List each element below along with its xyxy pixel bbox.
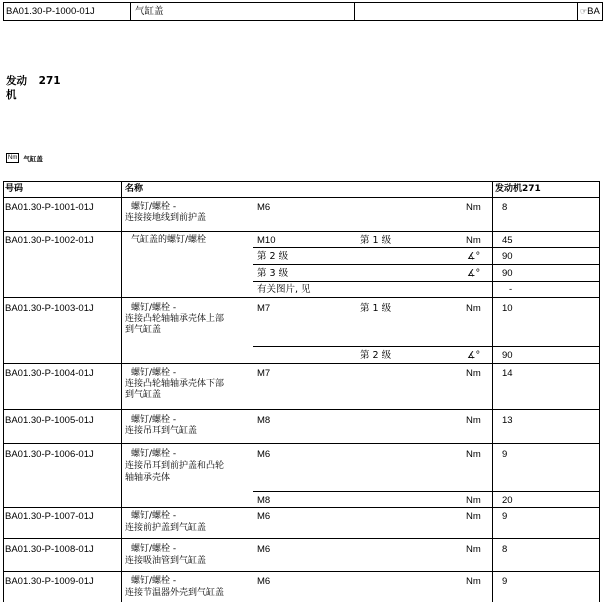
row-code: BA01.30-P-1003-01J	[5, 303, 94, 314]
header-divider	[130, 3, 131, 20]
row-name: 螺钉/螺栓 -	[131, 449, 177, 459]
row-unit: Nm	[466, 202, 481, 213]
row-stage: 第 1 级	[360, 303, 392, 314]
row-stage: 第 2 级	[360, 350, 392, 361]
row-name: 螺钉/螺栓 -	[131, 576, 177, 586]
row-value: 20	[502, 495, 513, 506]
row-value: 9	[502, 449, 508, 460]
row-name-detail: 连接吊耳到气缸盖	[125, 426, 198, 436]
row-name-detail: 连接节温器外壳到气缸盖	[125, 588, 225, 598]
row-thread: M6	[257, 511, 271, 522]
header-link[interactable]	[580, 3, 600, 20]
col-header-code: 号码	[5, 184, 24, 194]
row-name: 螺钉/螺栓 -	[131, 368, 177, 378]
row-thread: M8	[257, 495, 271, 506]
section-title	[6, 153, 43, 163]
row-name: 螺钉/螺栓 -	[131, 415, 177, 425]
row-sub-stage: 第 2 级	[257, 251, 289, 262]
row-unit: Nm	[466, 544, 481, 555]
row-thread: M6	[257, 449, 271, 460]
row-name-detail: 连接凸轮轴轴承壳体下部	[125, 379, 225, 389]
doc-code: BA01.30-P-1000-01J	[6, 6, 95, 17]
angle-icon: ∡°	[467, 268, 481, 279]
row-value: 90	[502, 251, 513, 262]
row-name-detail: 连接凸轮轴轴承壳体上部	[125, 314, 225, 324]
row-value: 9	[502, 576, 508, 587]
row-thread: M8	[257, 415, 271, 426]
angle-icon: ∡°	[467, 350, 481, 361]
col-header-engine: 发动机271	[495, 184, 541, 194]
row-name: 螺钉/螺栓 -	[131, 303, 177, 313]
row-code: BA01.30-P-1008-01J	[5, 544, 94, 555]
doc-title: 气缸盖	[135, 6, 164, 17]
row-thread: M7	[257, 303, 271, 314]
row-name: 螺钉/螺栓 -	[131, 202, 177, 212]
row-code: BA01.30-P-1007-01J	[5, 511, 94, 522]
row-unit: Nm	[466, 511, 481, 522]
row-thread: M7	[257, 368, 271, 379]
row-name-detail: 到气缸盖	[125, 325, 162, 335]
document-header	[3, 2, 603, 21]
row-stage: 第 1 级	[360, 235, 392, 246]
engine-heading	[6, 73, 61, 88]
row-unit: Nm	[466, 368, 481, 379]
row-value: 8	[502, 544, 508, 555]
row-value: 45	[502, 235, 513, 246]
header-divider	[354, 3, 355, 20]
row-unit: Nm	[466, 303, 481, 314]
row-name: 气缸盖的螺钉/螺栓	[131, 235, 207, 245]
row-value: 90	[502, 268, 513, 279]
row-unit: Nm	[466, 449, 481, 460]
row-name-detail: 到气缸盖	[125, 390, 162, 400]
row-thread: M10	[257, 235, 276, 246]
row-name-detail: 连接前护盖到气缸盖	[125, 523, 207, 533]
row-unit: Nm	[466, 415, 481, 426]
row-value: 9	[502, 511, 508, 522]
row-value: 90	[502, 350, 513, 361]
row-thread: M6	[257, 576, 271, 587]
row-value: 14	[502, 368, 513, 379]
row-code: BA01.30-P-1002-01J	[5, 235, 94, 246]
row-name-detail: 连接吸油管到气缸盖	[125, 556, 207, 566]
row-thread: M6	[257, 202, 271, 213]
row-code: BA01.30-P-1009-01J	[5, 576, 94, 587]
engine-heading-line1: 发动	[6, 75, 27, 87]
row-code: BA01.30-P-1006-01J	[5, 449, 94, 460]
row-code: BA01.30-P-1001-01J	[5, 202, 94, 213]
row-name-detail: 连接接地线到前护盖	[125, 213, 207, 223]
col-header-name: 名称	[125, 184, 144, 194]
row-sub-stage: 第 3 级	[257, 268, 289, 279]
row-code: BA01.30-P-1004-01J	[5, 368, 94, 379]
row-value: 8	[502, 202, 508, 213]
angle-icon: ∡°	[467, 251, 481, 262]
row-unit: Nm	[466, 235, 481, 246]
engine-heading-line2: 机	[6, 89, 17, 101]
engine-number: 271	[38, 75, 61, 87]
pointing-hand-icon: ☞	[580, 7, 588, 16]
image-reference-link[interactable]: 有关图片, 见	[257, 284, 311, 295]
row-code: BA01.30-P-1005-01J	[5, 415, 94, 426]
header-divider	[577, 3, 578, 20]
row-value: -	[509, 284, 513, 295]
header-link-label: BA	[587, 6, 600, 17]
torque-icon: Nm	[8, 155, 18, 161]
section-title-text: 气缸盖	[23, 154, 43, 163]
row-value: 13	[502, 415, 513, 426]
row-name-detail: 连接吊耳到前护盖和凸轮	[125, 461, 225, 471]
row-name: 螺钉/螺栓 -	[131, 511, 177, 521]
row-value: 10	[502, 303, 513, 314]
row-name-detail: 轴轴承壳体	[125, 473, 171, 483]
row-unit: Nm	[466, 576, 481, 587]
row-name: 螺钉/螺栓 -	[131, 544, 177, 554]
row-unit: Nm	[466, 495, 481, 506]
row-thread: M6	[257, 544, 271, 555]
